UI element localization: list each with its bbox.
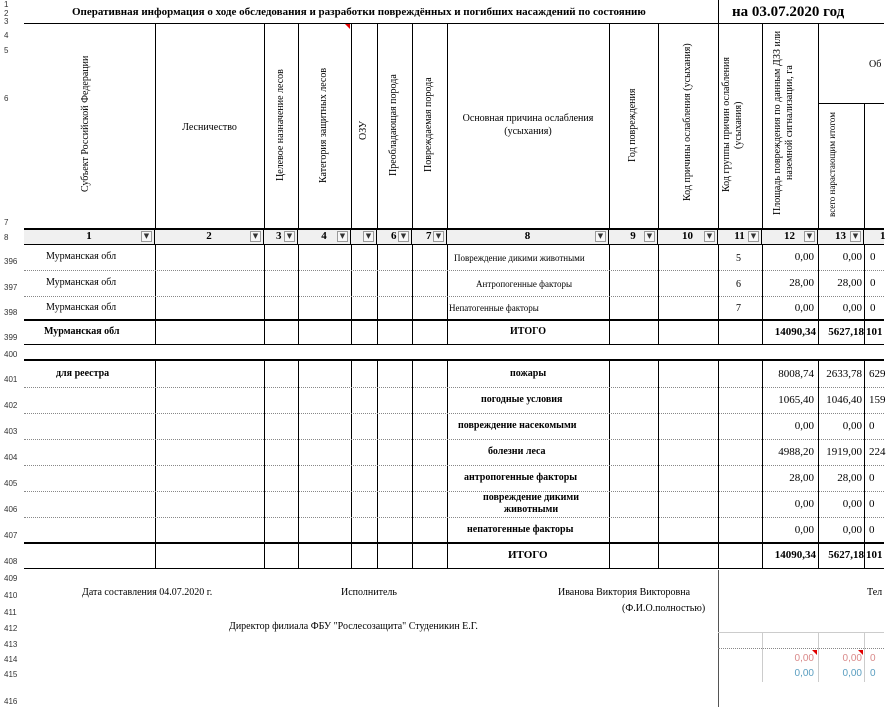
row-border [24, 359, 884, 361]
footer-executor-name: Иванова Виктория Викторовна [558, 587, 691, 598]
cell-total[interactable]: 2633,78 [826, 368, 862, 380]
filter-dropdown-icon[interactable]: ▼ [284, 231, 295, 242]
cell-cause[interactable]: Антропогенные факторы [476, 279, 573, 289]
row-number[interactable]: 416 [4, 697, 18, 706]
cell-total[interactable]: 28,00 [837, 277, 862, 289]
row-border [718, 632, 884, 633]
row-number[interactable]: 3 [4, 17, 9, 26]
divider [298, 23, 299, 229]
row-border [24, 542, 884, 544]
check-cell[interactable]: 0,00 [794, 668, 814, 679]
cell-extra[interactable]: 0 [869, 498, 875, 510]
cell-extra[interactable]: 0 [869, 420, 875, 432]
cell-cause[interactable]: пожары [510, 368, 547, 379]
divider [377, 23, 378, 229]
row-number[interactable]: 400 [4, 350, 18, 359]
comment-marker-icon[interactable] [812, 650, 817, 655]
column-number-cell: 8 ▼ [447, 229, 609, 244]
divider [155, 244, 156, 344]
row-number[interactable]: 4 [4, 31, 9, 40]
subheader-border [818, 103, 884, 104]
check-cell[interactable]: 0,00 [842, 653, 862, 664]
spreadsheet-grid[interactable] [24, 0, 884, 707]
report-title: Оперативная информация о ходе обследования и разработки повреждённых и погибших насаждений по состоянию [72, 6, 646, 18]
column-number-cell: 4 ▼ [298, 229, 351, 244]
cell-area[interactable]: 28,00 [789, 472, 814, 484]
cell-total-label[interactable]: ИТОГО [508, 549, 548, 561]
footer-executor-label: Исполнитель [341, 587, 397, 598]
divider [351, 244, 352, 344]
check-cell[interactable]: 0,00 [842, 668, 862, 679]
header-damaged-species: Повреждаемая порода [423, 77, 434, 173]
header-top-border [24, 23, 884, 24]
row-number[interactable]: 6 [4, 94, 9, 103]
divider [658, 244, 659, 344]
column-number-cell: 2 ▼ [155, 229, 264, 244]
cell-extra[interactable]: 0 [869, 472, 875, 484]
cell-area[interactable]: 0,00 [794, 302, 814, 314]
row-number[interactable]: 410 [4, 591, 18, 600]
filter-dropdown-icon[interactable]: ▼ [363, 231, 374, 242]
cell-area[interactable]: 0,00 [794, 524, 814, 536]
divider [351, 23, 352, 229]
cell-area[interactable]: 1065,40 [778, 394, 814, 406]
row-border [24, 270, 884, 271]
row-border [24, 465, 884, 466]
row-number[interactable]: 414 [4, 655, 18, 664]
row-number[interactable]: 412 [4, 624, 18, 633]
numrow-bottom-border [24, 244, 884, 245]
filter-dropdown-icon[interactable]: ▼ [337, 231, 348, 242]
divider [762, 632, 763, 682]
row-number[interactable]: 408 [4, 557, 18, 566]
cell-total-label[interactable]: ИТОГО [510, 326, 546, 337]
row-number[interactable]: 409 [4, 574, 18, 583]
cell-area[interactable]: 28,00 [789, 277, 814, 289]
row-number[interactable]: 405 [4, 479, 18, 488]
column-number-cell: 9 ▼ [609, 229, 658, 244]
cell-extra[interactable]: 0 [869, 524, 875, 536]
numrow-top-border [24, 228, 884, 230]
cell-total-total[interactable]: 5627,18 [828, 549, 864, 561]
cell-total-total[interactable]: 5627,18 [828, 326, 864, 338]
row-border [24, 296, 884, 297]
cell-group-code[interactable]: 6 [736, 279, 741, 290]
check-cell[interactable]: 0 [870, 653, 876, 664]
footer-phone-label: Тел [867, 587, 883, 598]
row-number[interactable]: 8 [4, 233, 9, 242]
divider [718, 23, 719, 229]
footer-date-compiled: Дата составления 04.07.2020 г. [82, 587, 213, 598]
cell-cause[interactable]: погодные условия [481, 394, 563, 405]
cell-cause[interactable]: повреждение дикими животными [482, 492, 580, 515]
cell-area[interactable]: 4988,20 [778, 446, 814, 458]
cell-cause[interactable]: повреждение насекомыми [458, 420, 577, 431]
header-group-code: Код группы причин ослабления (усыхания) [721, 57, 744, 193]
footer-fio-hint: (Ф.И.О.полностью) [622, 603, 706, 614]
cell-cause[interactable]: непатогенные факторы [467, 524, 574, 535]
cell-extra[interactable]: 629 [869, 368, 886, 380]
cell-extra[interactable]: 0 [870, 302, 876, 314]
filter-dropdown-icon[interactable]: ▼ [644, 231, 655, 242]
column-number-cell: 11 ▼ [718, 229, 762, 244]
filter-dropdown-icon[interactable]: ▼ [141, 231, 152, 242]
cell-total[interactable]: 0,00 [842, 302, 862, 314]
row-border [24, 517, 884, 518]
row-number[interactable]: 407 [4, 531, 18, 540]
row-border [24, 491, 884, 492]
header-category: Категория защитных лесов [318, 67, 329, 183]
header-total-cumulative: всего нарастающим итогом [827, 112, 837, 218]
row-number[interactable]: 396 [4, 257, 18, 266]
row-number[interactable]: 5 [4, 46, 9, 55]
comment-marker-icon[interactable] [858, 650, 863, 655]
divider [818, 632, 819, 682]
cell-total[interactable]: 0,00 [842, 524, 862, 536]
check-cell[interactable]: 0 [870, 668, 876, 679]
header-main-cause: Основная причина ослабления (усыхания) [462, 113, 594, 137]
cell-group-code[interactable]: 5 [736, 253, 741, 264]
divider [762, 23, 763, 229]
row-number[interactable]: 402 [4, 401, 18, 410]
cell-registry-label[interactable]: для реестра [56, 368, 110, 379]
header-year: Год повреждения [627, 88, 638, 162]
row-border [24, 344, 884, 345]
column-number-cell: 3 ▼ [264, 229, 298, 244]
row-number[interactable]: 7 [4, 218, 9, 227]
cell-area[interactable]: 8008,74 [778, 368, 814, 380]
row-header-gutter [0, 0, 24, 707]
row-number[interactable]: 403 [4, 427, 18, 436]
comment-marker-icon[interactable] [345, 24, 350, 29]
column-number-cell: 7 ▼ [412, 229, 447, 244]
check-cell[interactable]: 0,00 [794, 653, 814, 664]
cell-subject[interactable]: Мурманская обл [46, 277, 117, 288]
header-subject: Субъект Российской Федерации [80, 55, 91, 193]
cell-total[interactable]: 0,00 [842, 498, 862, 510]
filter-dropdown-icon[interactable]: ▼ [850, 231, 861, 242]
row-border [24, 319, 884, 321]
divider [412, 23, 413, 229]
row-number[interactable]: 1 [4, 0, 9, 9]
divider [609, 244, 610, 344]
cell-group-code[interactable]: 7 [736, 303, 741, 314]
row-number[interactable]: 406 [4, 505, 18, 514]
row-number[interactable]: 404 [4, 453, 18, 462]
filter-dropdown-icon[interactable]: ▼ [748, 231, 759, 242]
divider [298, 244, 299, 344]
column-number-cell: 10 ▼ [658, 229, 718, 244]
divider [658, 23, 659, 229]
column-number-cell: 13 ▼ [818, 229, 864, 244]
cell-area-total[interactable]: 14090,34 [774, 326, 816, 338]
cell-area[interactable]: 0,00 [794, 420, 814, 432]
header-cause-code: Код причины ослабления (усыхания) [682, 43, 693, 202]
row-number[interactable]: 397 [4, 283, 18, 292]
row-number[interactable]: 415 [4, 670, 18, 679]
row-number[interactable]: 411 [4, 608, 17, 617]
cell-extra[interactable]: 159 [869, 394, 886, 406]
filter-dropdown-icon[interactable]: ▼ [704, 231, 715, 242]
row-number[interactable]: 2 [4, 9, 9, 18]
divider [264, 244, 265, 344]
column-number-cell: 1 ▼ [24, 229, 155, 244]
row-number[interactable]: 398 [4, 308, 18, 317]
cell-cause[interactable]: антропогенные факторы [464, 472, 578, 483]
cell-extra[interactable]: 224 [869, 446, 886, 458]
cell-subject[interactable]: Мурманская обл [46, 302, 117, 313]
column-number-row [24, 229, 884, 244]
cell-extra-total[interactable]: 101 [866, 326, 883, 338]
cell-total[interactable]: 1046,40 [826, 394, 862, 406]
divider [609, 23, 610, 229]
cell-total[interactable]: 1919,00 [826, 446, 862, 458]
page-break-line [718, 570, 719, 707]
cell-subject-total[interactable]: Мурманская обл [44, 326, 120, 337]
cell-cause[interactable]: Непатогенные факторы [449, 303, 539, 313]
report-date: на 03.07.2020 год [732, 4, 845, 20]
divider [264, 23, 265, 229]
divider [762, 244, 763, 344]
filter-dropdown-icon[interactable]: ▼ [804, 231, 815, 242]
column-number-cell: 12 ▼ [762, 229, 818, 244]
cell-extra-total[interactable]: 101 [866, 549, 883, 561]
filter-dropdown-icon[interactable]: ▼ [595, 231, 606, 242]
cell-total[interactable]: 0,00 [842, 251, 862, 263]
row-number[interactable]: 413 [4, 640, 18, 649]
cell-cause[interactable]: Повреждение дикими животными [454, 253, 585, 263]
cell-area[interactable]: 0,00 [794, 251, 814, 263]
row-border [24, 387, 884, 388]
header-area: Площадь повреждения по данным ДЗЗ или наземной сигнализации, га [772, 30, 795, 216]
divider [718, 0, 719, 23]
header-forestry: Лесничество [182, 122, 237, 133]
cell-total[interactable]: 28,00 [837, 472, 862, 484]
divider [864, 632, 865, 682]
footer-director: Директор филиала ФБУ "Рослесозащита" Студеникин Е.Г. [229, 621, 478, 632]
column-number-cell: 6 ▼ [377, 229, 412, 244]
header-cut-label: Об [869, 59, 882, 70]
row-border [24, 439, 884, 440]
cell-extra[interactable]: 0 [870, 277, 876, 289]
cell-cause[interactable]: болезни леса [488, 446, 546, 457]
row-border [718, 648, 884, 649]
divider [818, 23, 819, 229]
divider [412, 244, 413, 344]
divider [718, 244, 719, 344]
cell-area[interactable]: 0,00 [794, 498, 814, 510]
cell-extra[interactable]: 0 [870, 251, 876, 263]
cell-total[interactable]: 0,00 [842, 420, 862, 432]
divider [447, 244, 448, 344]
header-purpose: Целевое назначение лесов [275, 69, 286, 181]
column-number-cell: 1 [880, 230, 886, 242]
divider [447, 23, 448, 229]
row-border [24, 568, 884, 569]
cell-area-total[interactable]: 14090,34 [774, 549, 816, 561]
row-number[interactable]: 399 [4, 333, 18, 342]
header-species: Преобладающая порода [388, 74, 399, 176]
row-border [24, 413, 884, 414]
row-number[interactable]: 401 [4, 375, 18, 384]
column-number-cell [351, 229, 377, 244]
filter-dropdown-icon[interactable]: ▼ [250, 231, 261, 242]
divider [864, 103, 865, 229]
cell-subject[interactable]: Мурманская обл [46, 251, 117, 262]
header-ozu: ОЗУ [358, 120, 369, 140]
divider [377, 244, 378, 344]
filter-dropdown-icon[interactable]: ▼ [433, 231, 444, 242]
divider [864, 244, 865, 344]
filter-dropdown-icon[interactable]: ▼ [398, 231, 409, 242]
